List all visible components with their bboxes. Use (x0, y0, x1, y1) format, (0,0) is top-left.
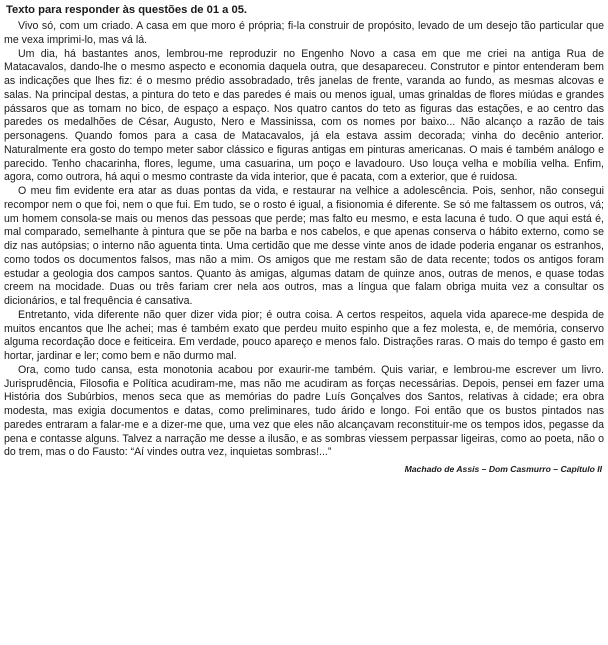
source-citation: Machado de Assis – Dom Casmurro – Capítulo II (404, 464, 602, 474)
paragraph-3: O meu fim evidente era atar as duas pontas da vida, e restaurar na velhice a adolescência. Pois, senhor, não consegui recompor nem o que foi, nem o que fui. Em tudo, se o rosto é igual, a fisionomia é diferente. Se só me faltassem os outros, vá; um homem consola-se mais ou menos das pessoas que perde; mas falto eu mesmo, e esta lacuna é tudo. O que aqui está é, mal comparado, semelhante à pintura que se põe na barba e nos cabelos, e que apenas conserva o hábito externo, como se diz nas autópsias; o interno não aguenta tinta. Uma certidão que me desse vinte anos de idade poderia enganar os estranhos, como todos os documentos falsos, mas não a mim. Os amigos que me restam são de data recente; todos os antigos foram estudar a geologia dos campos santos. Quanto às amigas, algumas datam de quinze anos, outras de menos, e quase todas creem na mocidade. Duas ou três fariam crer nela aos outros, mas a língua que falam obriga muita vez a consultar os dicionários, e tal frequência é cansativa. (4, 185, 604, 307)
paragraph-4: Entretanto, vida diferente não quer dizer vida pior; é outra coisa. A certos respeitos, aquela vida aparece-me despida de muitos encantos que lhe achei; mas é também exato que perdeu muito espinho que a fez molesta, e, de memória, conservo alguma recordação doce e feiticeira. Em verdade, pouco apareço e menos falo. Distrações raras. O mais do tempo é gasto em hortar, jardinar e ler; como bem e não durmo mal. (4, 308, 604, 362)
instructions-heading: Texto para responder às questões de 01 a 05. (6, 4, 248, 16)
paragraph-2: Um dia, há bastantes anos, lembrou-me reproduzir no Engenho Novo a casa em que me criei na antiga Rua de Matacavalos, dando-lhe o mesmo aspecto e economia daquela outra, que desapareceu. Construtor e pintor entenderam bem as indicações que lhes fiz: é o mesmo prédio assobradado, três janelas de frente, varanda ao fundo, as mesmas alcovas e salas. Na principal destas, a pintura do teto e das paredes é mais ou menos igual, umas grinaldas de flores miúdas e grandes pássaros que as tomam no bico, de espaço a espaço. Nos quatro cantos do teto as figuras das estações, e ao centro das paredes os medalhões de César, Augusto, Nero e Massinissa, com os nomes por baixo... Não alcanço a razão de tais personagens. Quando fomos para a casa de Matacavalos, já ela estava assim decorada; vinha do decênio anterior. Naturalmente era gosto do tempo meter sabor clássico e figuras antigas em pinturas americanas. O mais é também análogo e parecido. Tenho chacarinha, flores, legume, uma casuarina, um poço e lavadouro. Uso louça velha e mobília velha. Enfim, agora, como outrora, há aqui o mesmo contraste da vida interior, que é pacata, com a exterior, que é ruidosa. (4, 47, 604, 184)
paragraph-5: Ora, como tudo cansa, esta monotonia acabou por exaurir-me também. Quis variar, e lembrou-me escrever um livro. Jurisprudência, Filosofia e Política acudiram-me, mas não me acudiram as forças necessárias. Depois, pensei em fazer uma História dos Subúrbios, menos seca que as memórias do padre Luís Gonçalves dos Santos, relativas à cidade; era obra modesta, mas exigia documentos e datas, como preliminares, tudo árido e longo. Foi então que os bustos pintados nas paredes entraram a falar-me e a dizer-me que, uma vez que eles não alcançavam reconstituir-me os tempos idos, pegasse da pena e contasse alguns. Talvez a narração me desse a ilusão, e as sombras viessem perpassar ligeiras, como ao poeta, não o do trem, mas o do Fausto: “Aí vindes outra vez, inquietas sombras!...” (4, 363, 604, 459)
paragraph-1: Vivo só, com um criado. A casa em que moro é própria; fi-la construir de propósito, levado de um desejo tão particular que me vexa imprimi-lo, mas vá lá. (4, 20, 604, 46)
